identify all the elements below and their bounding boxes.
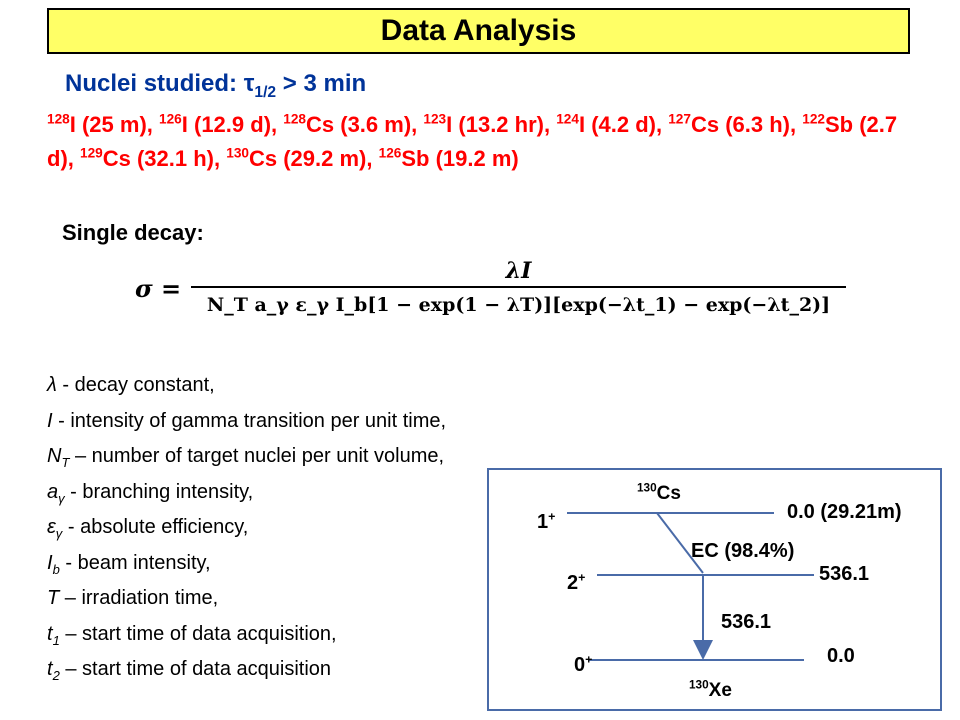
definition-symbol: a: [47, 480, 59, 503]
definition-item: [47, 439, 446, 475]
level-energy-1: 0.0 (29.21m): [787, 501, 902, 523]
definition-symbol: ε: [47, 516, 56, 538]
definition-subscript: b: [52, 561, 60, 577]
mass-number: 123: [423, 111, 447, 127]
nucleus-item: [556, 112, 656, 137]
definition-item: [47, 617, 446, 653]
definition-subscript: 2: [52, 668, 60, 683]
half-life: (13.2 hr): [458, 112, 544, 137]
ec-decay-label: EC (98.4%): [691, 540, 795, 562]
half-life: (19.2 m): [435, 146, 519, 171]
mass-number: 130: [226, 145, 249, 161]
definition-symbol: N: [47, 445, 62, 467]
spin-parity-label-3: 0+: [574, 652, 593, 676]
element-symbol: I: [578, 112, 586, 137]
halflife-condition: > 3 min: [282, 70, 367, 97]
nucleus-item: [47, 112, 147, 137]
definition-symbol: λ: [47, 374, 57, 396]
nucleus-item: [668, 112, 790, 137]
definition-item: [47, 510, 446, 546]
definition-text: – number of target nuclei per unit volume,: [69, 445, 445, 467]
definition-symbol: I: [47, 551, 53, 574]
definitions-list: [47, 368, 446, 688]
tau-symbol: τ: [243, 70, 255, 97]
definition-text: - intensity of gamma transition per unit time,: [52, 409, 447, 432]
definition-symbol: t: [47, 622, 53, 645]
mass-number: 124: [556, 111, 579, 127]
definition-subscript: T: [61, 455, 70, 470]
half-life: (6.3 h): [725, 112, 791, 137]
half-life: (4.2 d): [591, 112, 656, 137]
definition-subscript: γ: [58, 490, 65, 506]
mass-number: 128: [47, 111, 70, 127]
definition-item: [47, 368, 446, 404]
element-symbol: Cs: [690, 112, 720, 137]
definition-item: [47, 652, 446, 688]
half-life: (3.6 m): [340, 112, 412, 137]
formula-numerator: λI: [505, 258, 532, 284]
definition-text: - beam intensity,: [59, 551, 211, 574]
nucleus-item: [423, 112, 544, 137]
mass-number: 127: [668, 111, 691, 127]
nucleus-item: [379, 146, 519, 171]
element-symbol: I: [69, 112, 76, 137]
definition-text: – start time of data acquisition: [59, 658, 332, 680]
definition-symbol: I: [47, 409, 53, 432]
element-symbol: Sb: [401, 146, 430, 171]
nuclei-heading: [65, 70, 367, 101]
element-symbol: I: [181, 112, 188, 137]
single-decay-heading: Single decay:: [62, 220, 204, 245]
element-symbol: Sb: [824, 112, 854, 137]
formula-fraction: [191, 256, 846, 322]
level-energy-3: 0.0: [827, 645, 855, 667]
formula-denominator: N_T a_γ ε_γ I_b[1 − exp(1 − λT)][exp(−λt_1) − exp(−λt_2)]: [206, 294, 831, 316]
mass-number: 126: [378, 145, 402, 161]
nuclei-label: Nuclei studied:: [65, 70, 238, 97]
element-symbol: Cs: [306, 112, 335, 137]
definition-item: [47, 404, 446, 440]
gamma-energy-label: 536.1: [721, 611, 772, 633]
spin-parity-label-2: 2+: [567, 570, 586, 594]
mass-number: 126: [159, 111, 182, 127]
definition-symbol: t: [47, 658, 53, 680]
definition-text: - decay constant,: [56, 374, 215, 396]
half-life: (29.2 m): [283, 146, 367, 171]
spin-parity-label-1: 1+: [537, 509, 556, 533]
decay-scheme-diagram: [487, 468, 942, 711]
definition-subscript: 1: [52, 632, 60, 648]
definition-text: - branching intensity,: [64, 480, 254, 503]
half-life: (12.9 d): [194, 112, 272, 137]
definition-subscript: γ: [55, 526, 63, 541]
definition-item: [47, 546, 446, 582]
half-life: (2.7 d): [47, 112, 898, 171]
nucleus-item: [80, 146, 214, 171]
half-life: (32.1 h): [136, 146, 215, 171]
nucleus-item: [159, 112, 271, 137]
level-energy-2: 536.1: [819, 563, 870, 585]
page-title: Data Analysis: [380, 14, 577, 47]
daughter-nucleus-label: $^{130}$Xe: [689, 678, 732, 701]
definition-text: – start time of data acquisition,: [59, 622, 337, 645]
nucleus-item: [283, 112, 411, 137]
element-symbol: Cs: [102, 146, 131, 171]
tau-subscript: 1/2: [254, 83, 277, 101]
parent-nucleus-label: $^{130}$Cs: [637, 481, 681, 504]
formula-lhs: σ =: [135, 274, 182, 303]
definition-text: - absolute efficiency,: [62, 516, 249, 538]
half-life: (25 m): [81, 112, 147, 137]
definition-symbol: T: [47, 587, 60, 609]
element-symbol: Cs: [248, 146, 278, 171]
definition-text: – irradiation time,: [59, 587, 219, 609]
mass-number: 129: [80, 145, 103, 161]
mass-number: 122: [802, 111, 825, 127]
definition-item: [47, 581, 446, 617]
definition-item: [47, 475, 446, 511]
mass-number: 128: [283, 111, 306, 127]
nucleus-item: [226, 146, 366, 171]
title-bar: [47, 8, 910, 54]
element-symbol: I: [446, 112, 453, 137]
cross-section-formula: [135, 256, 855, 328]
nuclei-list: $^{128}$I (25 m), $^{126}$I (12.9 d), $^{128}$Cs (3.6 m), $^{123}$I (13.2 hr), $^{124}$I (4.2 d), $^{127}$Cs (6.3 h), $^{122}$Sb (2.7 d), $^{129}$Cs (32.1 h), $^{130}$Cs (29.2 m), $^{126}$Sb (19.2 m): [47, 111, 898, 171]
